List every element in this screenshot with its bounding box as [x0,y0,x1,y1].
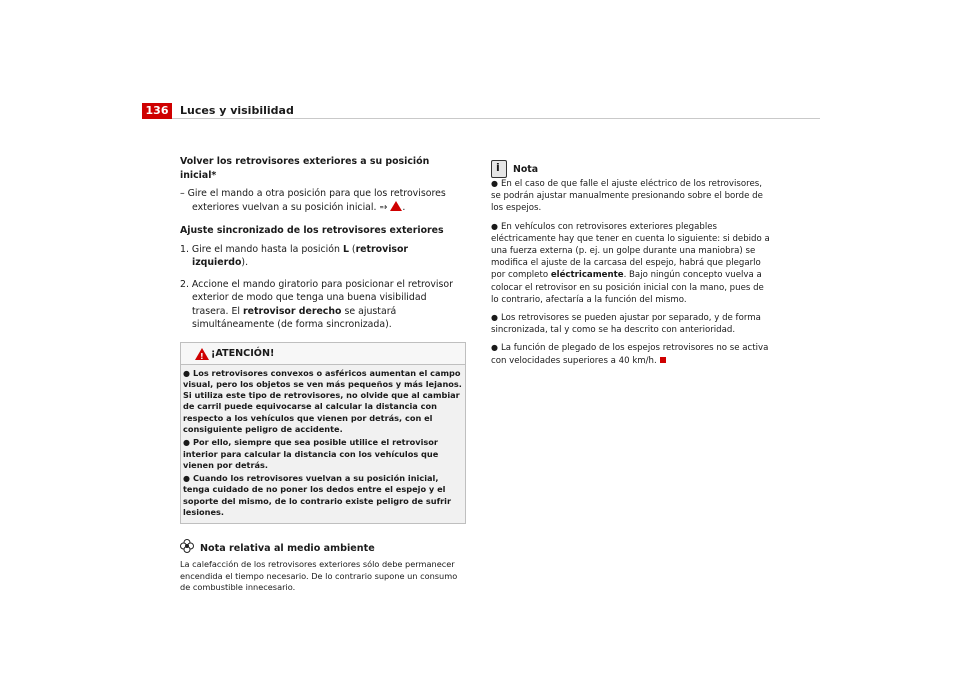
nota-title: Nota [513,164,539,175]
bullet-icon: ● [491,313,498,323]
warning-item [183,473,463,518]
right-column [491,160,771,373]
step-1-text-e: ). [241,257,249,268]
warning-box-body [181,365,465,519]
page-number: 136 [142,103,172,119]
nota-item [491,221,771,306]
nota-header [491,160,771,178]
step-1 [180,243,466,270]
step-1-text-a: 1. Gire el mando hasta la posición [180,243,343,255]
step-2-text-c: se ajustará simultáneamente (de forma sincronizada). [192,305,397,330]
chapter-title: Luces y visibilidad [180,104,294,117]
environment-note-text: La calefacción de los retrovisores exteriores sólo debe permanecer encendida el tiempo necesario. De lo contrario supone un consumo de combustible innecesario. [180,559,458,592]
bullet-icon: ● [183,368,190,378]
step-1-text-c: ( [348,243,356,255]
warning-box [180,342,466,525]
warning-item [183,368,463,436]
nota-item-text: Los retrovisores se pueden ajustar por separado, y de forma sincronizada, tal y como se ha descrito con anterioridad. [491,313,761,336]
nota-item [491,312,771,336]
warning-box-header [181,343,465,365]
nota-item-text: En el caso de que falle el ajuste eléctrico de los retrovisores, se podrán ajustar manualmente presionando sobre el borde de los espejos. [491,179,763,214]
step-2-text-a: 2. Accione el mando giratorio para posicionar el retrovisor exterior de modo que tenga una buena visibilidad trasera. El [180,278,454,317]
warning-ref-icon [390,201,402,211]
reset-instruction-text: – Gire el mando a otra posición para que los retrovisores exteriores vuelvan a su posición inicial. ⇒ [180,188,446,213]
step-2-text-b: retrovisor derecho [243,305,342,317]
environment-note-title: Nota relativa al medio ambiente [200,543,375,555]
bullet-icon: ● [491,179,498,188]
flower-icon [180,539,194,553]
warning-item-text: Por ello, siempre que sea posible utilice el retrovisor interior para calcular la distancia con los vehículos que vienen por detrás. [183,437,439,470]
bullet-icon: ● [491,343,498,353]
nota-item [491,342,771,366]
nota-item-text-a: En vehículos con retrovisores exteriores plegables eléctricamente hay que tener en cuenta lo siguiente: si debido a una fuerza externa (p. ej. un golpe durante una maniobra) se modifica el ajuste de la carcasa del espejo, habrá que plegarlo por completo [491,221,770,281]
warning-icon [195,348,209,360]
left-column [180,155,466,593]
step-2 [180,278,466,332]
end-square-icon [660,357,666,363]
warning-item-text: Los retrovisores convexos o asféricos aumentan el campo visual, pero los objetos se ven más pequeños y más lejanos. Si utiliza este tipo de retrovisores, no olvide que al cambiar de carril puede equivocarse al calcular la distancia con respecto a los vehículos que vienen por detrás, con el consiguiente peligro de accidente. [183,367,462,434]
warning-item-text: Cuando los retrovisores vuelvan a su posición inicial, tenga cuidado de no poner los dedos entre el espejo y el soporte del mismo, de lo contrario existe peligro de sufrir lesiones. [183,473,452,518]
bullet-icon: ● [183,474,190,484]
warning-title: ¡ATENCIÓN! [211,347,275,359]
info-icon [491,160,507,178]
reset-instruction: – Gire el mando a otra posición para que los retrovisores exteriores vuelvan a su posición inicial. ⇒ !. [180,187,466,214]
section-title-sync: Ajuste sincronizado de los retrovisores exteriores [180,225,444,236]
step-1-text-d: retrovisor izquierdo [192,243,409,268]
environment-note-header [180,542,466,556]
nota-item [491,178,771,215]
step-1-text-b: L [342,243,349,255]
section-title-reset: Volver los retrovisores exteriores a su posición inicial* [180,156,430,181]
environment-note [180,542,466,593]
nota-item-text-b: eléctricamente [550,270,624,281]
nota-item-text-c: . Bajo ningún concepto vuelva a colocar el retrovisor en su posición inicial con la mano, pues de lo contrario, afectaría a la función del mismo. [491,270,764,305]
nota-item-text: La función de plegado de los espejos retrovisores no se activa con velocidades superiores a 40 km/h. [491,343,769,366]
bullet-icon: ● [183,438,190,448]
bullet-icon: ● [491,221,498,231]
warning-item [183,437,463,471]
